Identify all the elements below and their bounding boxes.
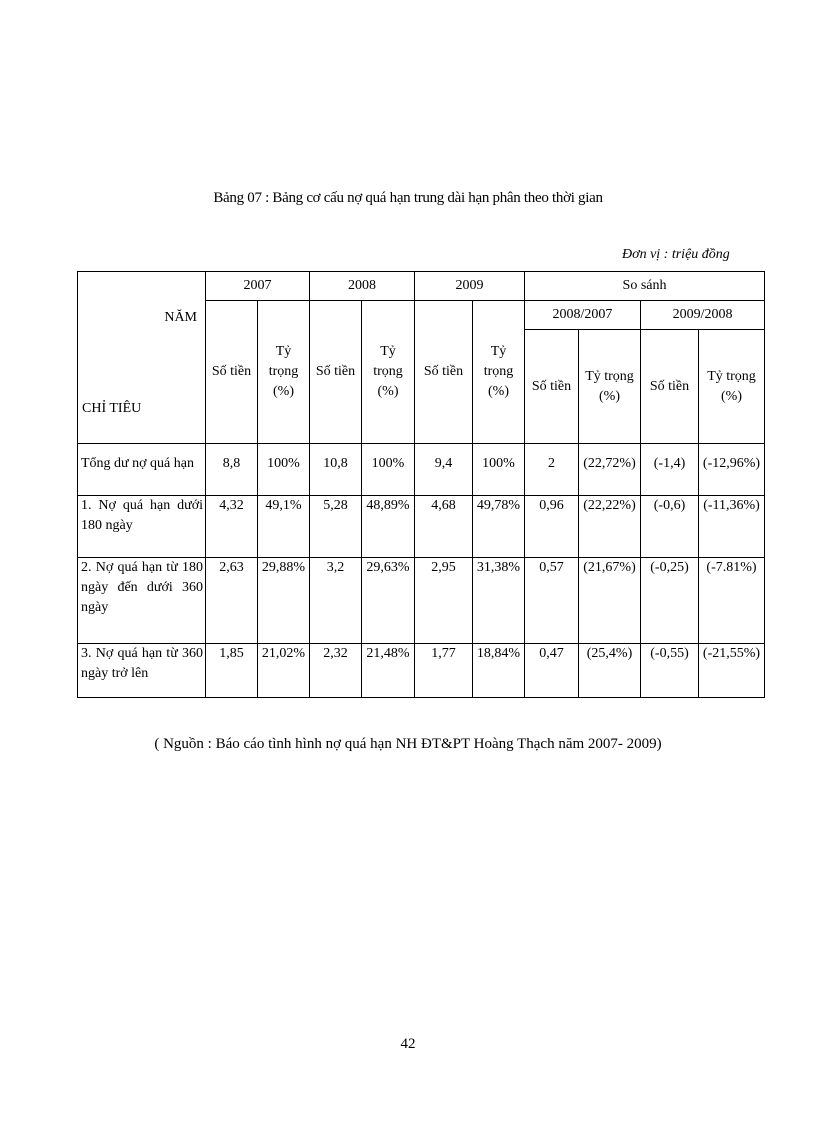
table-cell: (-21,55%): [699, 644, 765, 698]
table-cell: 2,32: [310, 644, 362, 698]
table-cell: 4,32: [206, 496, 258, 558]
table-cell: 2: [525, 444, 579, 496]
table-cell: (21,67%): [579, 558, 641, 644]
header-cmp-share-1: Tỷ trọng (%): [579, 330, 641, 444]
table-cell: (-0,25): [641, 558, 699, 644]
table-cell: 9,4: [415, 444, 473, 496]
table-cell: 49,1%: [258, 496, 310, 558]
header-cmp-2008-2007: 2008/2007: [525, 301, 641, 330]
table-cell: (25,4%): [579, 644, 641, 698]
page-number: 42: [400, 1036, 416, 1052]
table-row: [78, 444, 765, 496]
header-cmp-amount-2: Số tiền: [641, 330, 699, 444]
table-row: [78, 496, 765, 558]
table-cell: 10,8: [310, 444, 362, 496]
table-cell: 5,28: [310, 496, 362, 558]
table-cell: 2,95: [415, 558, 473, 644]
table-cell: 18,84%: [473, 644, 525, 698]
header-year-2008: 2008: [310, 272, 415, 301]
table-cell: 0,47: [525, 644, 579, 698]
table-cell: 29,63%: [362, 558, 415, 644]
row-label: Tổng dư nợ quá hạn: [78, 444, 206, 496]
table-cell: 100%: [362, 444, 415, 496]
table-cell: 0,57: [525, 558, 579, 644]
table-cell: 8,8: [206, 444, 258, 496]
header-cmp-2009-2008: 2009/2008: [641, 301, 765, 330]
table-row: [78, 644, 765, 698]
table-cell: 21,02%: [258, 644, 310, 698]
header-indicator-label: CHỈ TIÊU: [82, 401, 142, 416]
unit-label: Đơn vị : triệu đồng: [622, 247, 730, 262]
table-cell: 31,38%: [473, 558, 525, 644]
table-cell: (22,22%): [579, 496, 641, 558]
table-cell: 4,68: [415, 496, 473, 558]
header-year-2007: 2007: [206, 272, 310, 301]
table-cell: 48,89%: [362, 496, 415, 558]
row-label: 3. Nợ quá hạn từ 360 ngày trở lên: [78, 644, 206, 698]
header-amount-2007: Số tiền: [206, 301, 258, 444]
table-cell: (-11,36%): [699, 496, 765, 558]
header-cmp-amount-1: Số tiền: [525, 330, 579, 444]
row-label: 2. Nợ quá hạn từ 180 ngày đến dưới 360 ngày: [78, 558, 206, 644]
table-cell: 100%: [473, 444, 525, 496]
table-cell: 3,2: [310, 558, 362, 644]
header-year-2009: 2009: [415, 272, 525, 301]
table-cell: (22,72%): [579, 444, 641, 496]
table-cell: (-0,6): [641, 496, 699, 558]
table-cell: (-1,4): [641, 444, 699, 496]
table-cell: 2,63: [206, 558, 258, 644]
header-share-2009: Tỷ trọng (%): [473, 301, 525, 444]
header-cmp-share-2: Tỷ trọng (%): [699, 330, 765, 444]
table-cell: (-7.81%): [699, 558, 765, 644]
header-share-2007: Tỷ trọng (%): [258, 301, 310, 444]
header-year-label: NĂM: [164, 310, 197, 325]
header-amount-2008: Số tiền: [310, 301, 362, 444]
table-cell: 1,77: [415, 644, 473, 698]
header-share-2008: Tỷ trọng (%): [362, 301, 415, 444]
overdue-debt-table: [77, 271, 765, 698]
table-cell: (-12,96%): [699, 444, 765, 496]
table-cell: 21,48%: [362, 644, 415, 698]
table-cell: 0,96: [525, 496, 579, 558]
header-corner-cell: [78, 272, 206, 444]
table-cell: (-0,55): [641, 644, 699, 698]
source-note: ( Nguồn : Báo cáo tình hình nợ quá hạn NH ĐT&PT Hoàng Thạch năm 2007- 2009): [154, 736, 662, 752]
table-cell: 49,78%: [473, 496, 525, 558]
row-label: 1. Nợ quá hạn dưới 180 ngày: [78, 496, 206, 558]
table-cell: 1,85: [206, 644, 258, 698]
table-cell: 100%: [258, 444, 310, 496]
table-row: [78, 558, 765, 644]
table-title: Bảng 07 : Bảng cơ cấu nợ quá hạn trung dài hạn phân theo thời gian: [213, 190, 603, 206]
header-comparison: So sánh: [525, 272, 765, 301]
table-cell: 29,88%: [258, 558, 310, 644]
header-amount-2009: Số tiền: [415, 301, 473, 444]
